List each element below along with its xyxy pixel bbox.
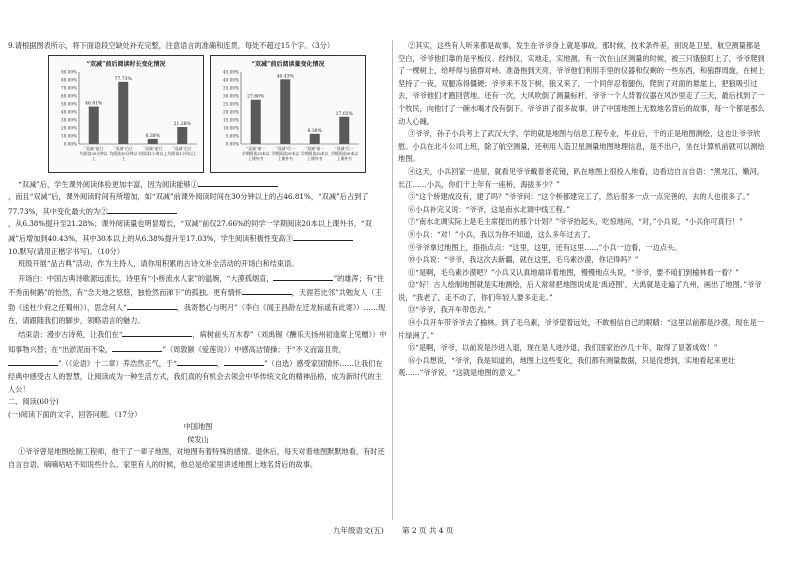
chart1-y-tick: 10.00% — [61, 133, 77, 139]
article-author: 侯发山 — [187, 434, 209, 444]
chart2-category-label: 学期阅读20本以 — [271, 150, 300, 156]
chart1-y-tick: 40.00% — [61, 109, 77, 115]
para-1: ①爷爷曾是地图绘制工程师，他干了一辈子地图，对地图有着特殊的感情。退休后，每天对着地图默默地看，有时还自言自语，嘀嘀咕咕不知说些什么。家里有人的时候，他总是给家里讲述地图上地名背后的故事。 — [8, 447, 385, 470]
para-14: ⑭小兵开车带爷爷去了榆林。到了毛乌素，爷爷望着远处，不敢相信自己的眼睛：“这里以前都是沙漠，现在是一片绿洲了。” — [398, 318, 764, 340]
para-11: ⑪“是啊，毛乌素沙漠吧？”小兵又认真地端详着地图，慢慢地点头说，“爷爷，要不咱们到榆林看一看？” — [408, 267, 740, 277]
q9-text-2: ，而且“双减”后，课外阅读时间有所增加，如“双减”前课外阅读时间在30分钟以上的占46.81%，“双减”后占到了77.73%，其中变化最大的为② — [8, 192, 369, 216]
chart2-category-label: “双减”前一 — [246, 145, 266, 151]
chart2-title: “双减”前后阅读量变化情况 — [251, 60, 325, 68]
chart2-y-tick: 25.00% — [223, 101, 239, 107]
para-2: ②其实，这些有人听来都是故事，发生在爷爷身上就是事故。那时候，技术条件差，别说是卫星，航空测量都是空白，爷爷他们靠的是平板仪、经纬仪，实地走，实地测。有一次在山区测量的时候，被三只饿狼盯上了，爷爷爬到了一棵树上，给呼得与狼群对峙。准备拖到天亮，爷爷他们利用手里的仪器和仅剩的一些东西，和狼群周旋，在树上坚持了一夜，双腿冻得僵硬；爷爷来不及下树，狼又来了，一个同伴忍着腿伤，爬到了对面的悬崖上，把狼吸引过去，爷爷他们才跑回营地。还有一次，大风吹倒了测量标杆，爷爷一个人背着仪器在风沙里走了三天，最后找到了一个牧民，向他讨了一碗水喝才没有倒下。爷爷讲了很多故事，讲了中国地图上无数地名背后的故事，每一个都是那么动人心魄。 — [398, 41, 765, 126]
chart1-data-label: 77.73% — [114, 76, 132, 82]
para-13: ⑬“爷爷，我开车带您去。” — [408, 305, 491, 315]
chart2-category-label: 学期阅读30本以 — [300, 150, 329, 156]
chart2-y-tick: 5.00% — [225, 133, 239, 139]
chart1-category-label: 上 — [91, 155, 96, 161]
column-divider — [392, 40, 393, 520]
chart2-category-label: 上课外书 — [336, 155, 352, 161]
chart2-category-label: “双减”后一 — [275, 145, 295, 151]
chart2-y-tick: 45.00% — [223, 69, 239, 75]
chart1-title: “双减”前后阅读时长变化情况 — [86, 60, 166, 68]
chart1-y-tick: 30.00% — [61, 117, 77, 123]
chart2-category-label: 上课外书 — [277, 155, 293, 161]
para-3: ③爷爷，孙子小兵考上了武汉大学，学的就是地图与信息工程专业，毕业后，干的正是地图测绘，这也让爷爷欣慰。小兵在北斗公司上班，除了航空测量，还利用人造卫星测量地图地理信息，是不出户，坐在计算机前就可以测绘地图。 — [398, 129, 765, 164]
question-9: 9.请根据图表所示，将下面语段空缺处补充完整，注意语言的准确和连贯，每处不超过15个字。（3分） — [8, 41, 335, 50]
footer-page-number: 第 2 页 共 4 页 — [402, 526, 454, 535]
chart-area — [48, 55, 388, 173]
chart1-y-tick: 70.00% — [61, 85, 77, 91]
chart1-y-tick: 0.00% — [63, 141, 77, 147]
chart2-category-label: “双减”前一 — [305, 145, 325, 151]
reading-time-chart — [48, 55, 204, 173]
para-12: ⑫“好！古人绘制地图就是实地测绘，后人常常把地图说成是‘禹迹图’，大禹就是走遍了九州，画出了地图。”爷爷说，“我老了，走不动了，你们年轻人要多走走。” — [398, 280, 762, 302]
reading-volume-chart — [210, 55, 366, 173]
para-5: ⑤“这个桥建成没有，建了吗？”爷爷问：“这个桥都建完工了，然后很多一点一点完善的，去的人也很多了。” — [408, 192, 750, 202]
chart1-y-tick: 60.00% — [61, 93, 77, 99]
chart2-svg — [211, 56, 365, 172]
chart2-y-tick: 30.00% — [223, 93, 239, 99]
chart2-category-label: “双减”后一 — [334, 145, 354, 151]
chart2-bar — [339, 116, 349, 143]
chart1-bar — [148, 138, 158, 143]
chart1-category-label: 均阅读30分钟以 — [109, 150, 138, 156]
chart2-y-tick: 35.00% — [223, 85, 239, 91]
chart1-y-tick: 90.00% — [61, 69, 77, 75]
chart2-y-tick: 15.00% — [223, 117, 239, 123]
chart1-category-label: “双减”后日 — [172, 145, 192, 151]
chart1-y-tick: 20.00% — [61, 125, 77, 131]
chart1-category-label: “双减”前日 — [84, 145, 104, 151]
chart2-category-label: 学期阅读30本以 — [330, 150, 359, 156]
para-4: ④这天，小兵回家一进屋，就看见爷爷戴着老花镜，趴在地图上很投入地看，边看边自言自语：“黑龙江，嫩河，长江……小兵，你们干上年有一座桥，海拔多少？” — [398, 166, 764, 189]
chart2-data-label: 27.66% — [247, 94, 265, 100]
chart1-category-label: “双减”前日 — [143, 145, 163, 151]
chart1-y-tick: 80.00% — [61, 77, 77, 83]
chart1-category-label: “双减”后日 — [113, 145, 133, 151]
chart2-bar — [251, 99, 261, 143]
chart1-y-tick: 50.00% — [61, 101, 77, 107]
chart2-category-label: 上课外书 — [248, 155, 264, 161]
chart1-bar — [118, 81, 128, 143]
chart2-bar — [280, 79, 290, 144]
q10-opening: 开场白：中国古典诗歌源远流长，诗里有“小桥流水人家”的温婉，“大漠孤烟直， ”的雄浑；有“住不秀而树鹅”的怡然，有“念天地之悠悠，独怆然而涕下”的孤独。更有情怀 ，天涯若比邻”共勉友人（王勃《送杜少府之任蜀州》），思念何人“ ，我寄愁心与明月”（李白《闻王昌龄左迁龙标遥有此寄》）……现在，请跟随我们的脚步，领略语言的魅力。 — [8, 271, 388, 327]
chart1-category-label: 均阅读1小时以上 — [138, 150, 168, 156]
chart2-data-label: 17.03% — [335, 111, 353, 117]
chart1-bar — [177, 127, 187, 144]
chart2-y-tick: 10.00% — [223, 125, 239, 131]
question-10: 10.默写(请用正楷字书写)。（10分） — [8, 246, 125, 256]
chart1-data-label: 46.81% — [85, 101, 103, 107]
section-2-sub: (一)阅读下面的文字，回答问题。（17分） — [8, 409, 142, 419]
para-9: ⑨爷爷拿过地图上，指指点点：“这里，这里，还有这里……”小兵一边看，一边点头。 — [408, 242, 682, 252]
chart2-y-tick: 0.00% — [225, 141, 239, 147]
article-title: 中国地图 — [183, 422, 213, 432]
q9-text-3: ，从6.38%提升至21.28%；课外阅读量也明显增长，“双减”前仅27.66%的同学一学期阅读20本以上课外书，“双减”后增加到40.43%，其中30本以上的从6.38%提升至17.03%，学生阅读积极性变高③ — [8, 219, 372, 243]
chart1-category-label: 均阅读1小时以上 — [167, 150, 197, 156]
chart2-data-label: 6.38% — [307, 128, 322, 134]
chart2-category-label: 学期阅读20本以 — [241, 150, 270, 156]
right-column — [398, 40, 766, 380]
para-10: ⑩小兵说：“爷爷，我这次去新疆，就在这里，毛乌素沙漠，你记得吗？” — [408, 255, 639, 265]
chart1-data-label: 21.28% — [173, 121, 191, 127]
para-16: ⑯小兵想说，“爷爷，我是知道的，地图上这些变化，我们都有测量数据，只是没想到，实地看起来更壮观……”爷爷说，“这就是地图的意义。” — [398, 355, 736, 378]
chart2-y-tick: 40.00% — [223, 77, 239, 83]
chart1-category-label: 均阅读30分钟以 — [79, 150, 108, 156]
chart1-category-label: 上 — [121, 155, 126, 161]
q10-intro: 班级开展“品古典”活动，作为主持人，请你用积累的古诗文补全活动的开场白和结束语。 — [18, 259, 299, 269]
q10-closing: 结束语：漫步古诗苑，让我们在“ ，病树前头万木春”（刘禹锡《酬乐天扬州初逢席上见赠》）中知事物兴替；在“出淤泥而不染， ”（周敦颐《爱莲说》）中感高洁情操；于“不义而富且贵，”（《论语》十二章）养浩然正气，于“ ， ”（自选）感受家国情怀……让我们在经典中感受古人的智慧，让阅读成为一种生活方式，我们真的有机会去领会中华传统文化的精神品格，成为新时代的主人公！ — [8, 327, 388, 396]
section-2: 二、阅读(60分) — [8, 397, 59, 407]
chart2-category-label: 上课外书 — [307, 155, 323, 161]
chart1-data-label: 6.38% — [145, 133, 160, 139]
chart2-bar — [310, 133, 320, 143]
left-column — [8, 40, 388, 472]
para-6: ⑥小兵补完又说：“爷爷，这是南水北调中线工程。” — [408, 204, 570, 214]
para-15: ⑮“是啊，爷爷，以前说是沙进人退，现在是人进沙退，我们国家治沙几十年，取得了显著成效！” — [408, 343, 718, 353]
chart1-svg — [49, 56, 203, 172]
chart2-y-tick: 20.00% — [223, 109, 239, 115]
chart2-data-label: 40.43% — [276, 73, 294, 79]
chart1-bar — [89, 106, 99, 143]
para-7: ⑦“南水北调实际上是毛主席提出的那个计划？”爷爷抬起头，吃惊地问，“对，”小兵说，“小兵你可真行！” — [408, 217, 743, 227]
para-8: ⑧小兵：“对！”小兵，我以为你不知道，这么多年过去了。 — [408, 229, 596, 239]
q9-text-1: “双减”后，学生课外阅读体验更加丰富，因为阅读能够① — [8, 177, 388, 192]
footer-exam-name: 九年级语文(五) — [333, 526, 384, 535]
